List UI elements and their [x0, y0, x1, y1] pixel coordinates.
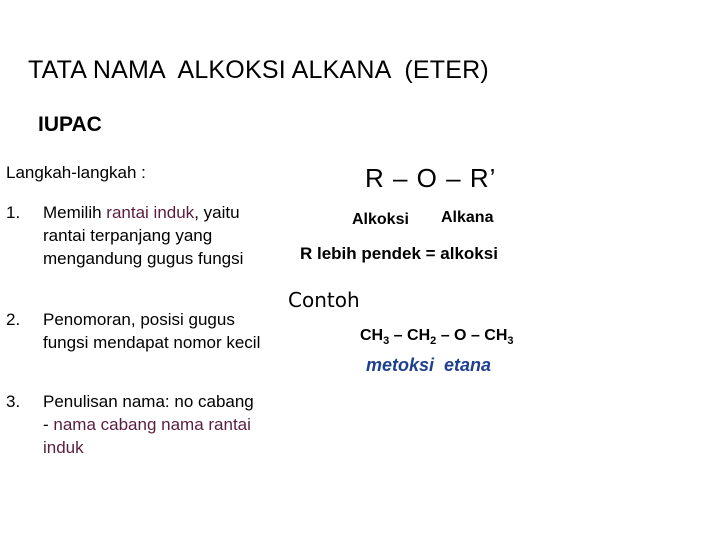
- general-formula: R – O – R’: [365, 163, 497, 193]
- steps-heading: Langkah-langkah :: [6, 163, 146, 182]
- formula-part: – O – CH: [436, 327, 508, 344]
- formula-subscript: 2: [430, 335, 437, 347]
- step-number: 3.: [6, 392, 21, 411]
- step-text: [43, 390, 263, 459]
- example-formula: [360, 327, 514, 345]
- step-text: Penomoran, posisi gugus fungsi mendapat nomor kecil: [43, 310, 261, 352]
- step-text-part: , yaitu rantai terpanjang yang mengandung gugus fungsi: [43, 203, 244, 268]
- step-highlight: rantai induk: [106, 203, 195, 222]
- step-number: 2.: [6, 310, 21, 329]
- formula-subscript: 3: [507, 335, 514, 347]
- example-label: Contoh: [288, 288, 360, 312]
- step-text-part: Memilih: [43, 203, 107, 222]
- subtitle-iupac: IUPAC: [38, 113, 102, 136]
- step-text: [43, 201, 263, 270]
- step-number: 1.: [6, 203, 21, 222]
- step-text-part: Penulisan nama: no cabang -: [43, 392, 254, 434]
- naming-rule: R lebih pendek = alkoksi: [300, 244, 498, 263]
- formula-part: CH: [360, 327, 384, 344]
- label-alkana: Alkana: [441, 209, 494, 226]
- page-title: TATA NAMA ALKOKSI ALKANA (ETER): [28, 56, 489, 84]
- formula-part: – CH: [389, 327, 431, 344]
- formula-subscript: 3: [383, 335, 390, 347]
- label-alkoksi: Alkoksi: [352, 211, 409, 228]
- example-names: metoksi etana: [366, 355, 492, 375]
- step-highlight: nama cabang nama rantai induk: [43, 415, 251, 457]
